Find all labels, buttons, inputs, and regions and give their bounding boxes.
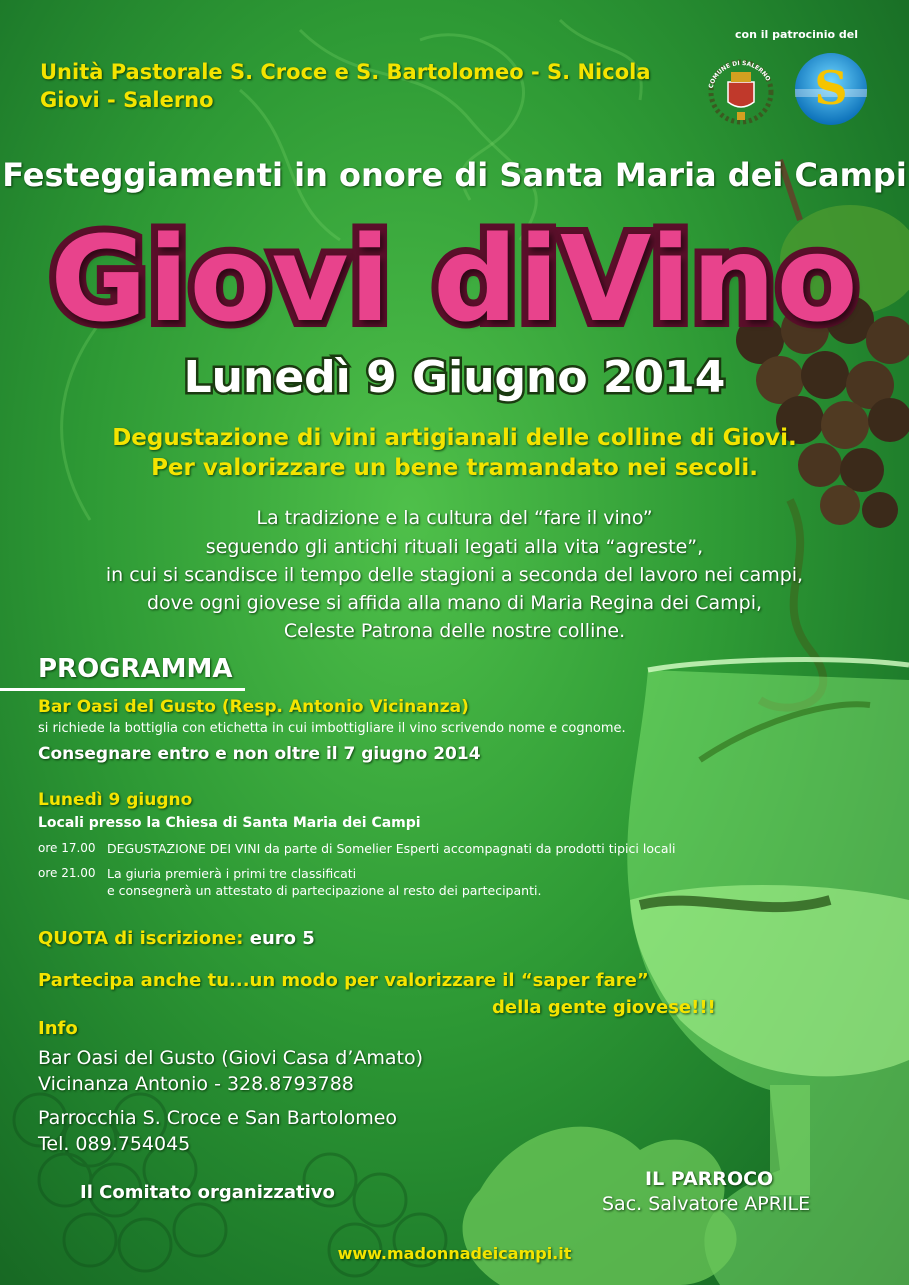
parish-location: Giovi - Salerno xyxy=(40,88,214,112)
fee-value: euro 5 xyxy=(249,928,315,949)
event-description: DEGUSTAZIONE DEI VINI da parte di Somelier Esperti accompagnati da prodotti tipici locali xyxy=(107,841,676,856)
website-link[interactable]: www.madonnadeicampi.it xyxy=(337,1244,572,1263)
event-time: ore 21.00 xyxy=(38,866,96,880)
logo-letter: S xyxy=(814,61,848,115)
intro-line: in cui si scandisce il tempo delle stagioni a seconda del lavoro nei campi, xyxy=(105,564,804,586)
fee-label: QUOTA di iscrizione: xyxy=(38,928,244,949)
info-heading: Info xyxy=(38,1018,78,1039)
programma-heading: PROGRAMMA xyxy=(38,654,233,684)
event-description: La giuria premierà i primi tre classificati xyxy=(107,866,357,881)
tagline-line-2: Per valorizzare un bene tramandato nei secoli. xyxy=(151,455,758,481)
call-to-action-line-2: della gente giovese!!! xyxy=(492,997,716,1018)
deadline: Consegnare entro e non oltre il 7 giugno 2014 xyxy=(38,744,481,764)
tagline-line-1: Degustazione di vini artigianali delle colline di Giovi. xyxy=(112,425,797,451)
bar-heading: Bar Oasi del Gusto (Resp. Antonio Vicinanza) xyxy=(38,697,469,717)
main-title: Giovi diVino xyxy=(50,210,859,348)
registration-fee xyxy=(38,928,315,949)
parish-priest-name: Sac. Salvatore APRILE xyxy=(602,1193,811,1215)
call-to-action-line-1: Partecipa anche tu...un modo per valorizzare il “saper fare” xyxy=(38,970,649,991)
committee-signature: Il Comitato organizzativo xyxy=(80,1182,335,1203)
intro-line: dove ogni giovese si affida alla mano di Maria Regina dei Campi, xyxy=(146,592,763,614)
parish-priest-title: IL PARROCO xyxy=(645,1168,774,1190)
info-line: Vicinanza Antonio - 328.8793788 xyxy=(38,1073,354,1095)
info-line: Bar Oasi del Gusto (Giovi Casa d’Amato) xyxy=(38,1047,424,1069)
crest-label: COMUNE DI SALERNO xyxy=(707,59,772,90)
parish-unit-name: Unità Pastorale S. Croce e S. Bartolomeo - S. Nicola xyxy=(40,60,651,84)
salerno-crest-icon xyxy=(700,50,782,130)
event-date: Lunedì 9 Giugno 2014 xyxy=(183,352,726,403)
event-location: Locali presso la Chiesa di Santa Maria dei Campi xyxy=(38,815,421,831)
province-logo xyxy=(794,52,868,126)
event-time: ore 17.00 xyxy=(38,841,96,855)
patronage-label: con il patrocinio del xyxy=(735,28,859,41)
intro-line: La tradizione e la cultura del “fare il vino” xyxy=(256,507,653,529)
info-line: Tel. 089.754045 xyxy=(38,1133,191,1155)
event-description: e consegnerà un attestato di partecipazione al resto dei partecipanti. xyxy=(107,883,542,898)
day-heading: Lunedì 9 giugno xyxy=(38,790,193,810)
event-subtitle: Festeggiamenti in onore di Santa Maria dei Campi xyxy=(2,156,907,194)
intro-line: Celeste Patrona delle nostre colline. xyxy=(283,620,626,642)
info-line: Parrocchia S. Croce e San Bartolomeo xyxy=(38,1107,398,1129)
intro-line: seguendo gli antichi rituali legati alla vita “agreste”, xyxy=(205,536,704,558)
bar-note: si richiede la bottiglia con etichetta in cui imbottigliare il vino scrivendo nome e cognome. xyxy=(38,721,626,736)
heading-divider xyxy=(0,688,245,691)
